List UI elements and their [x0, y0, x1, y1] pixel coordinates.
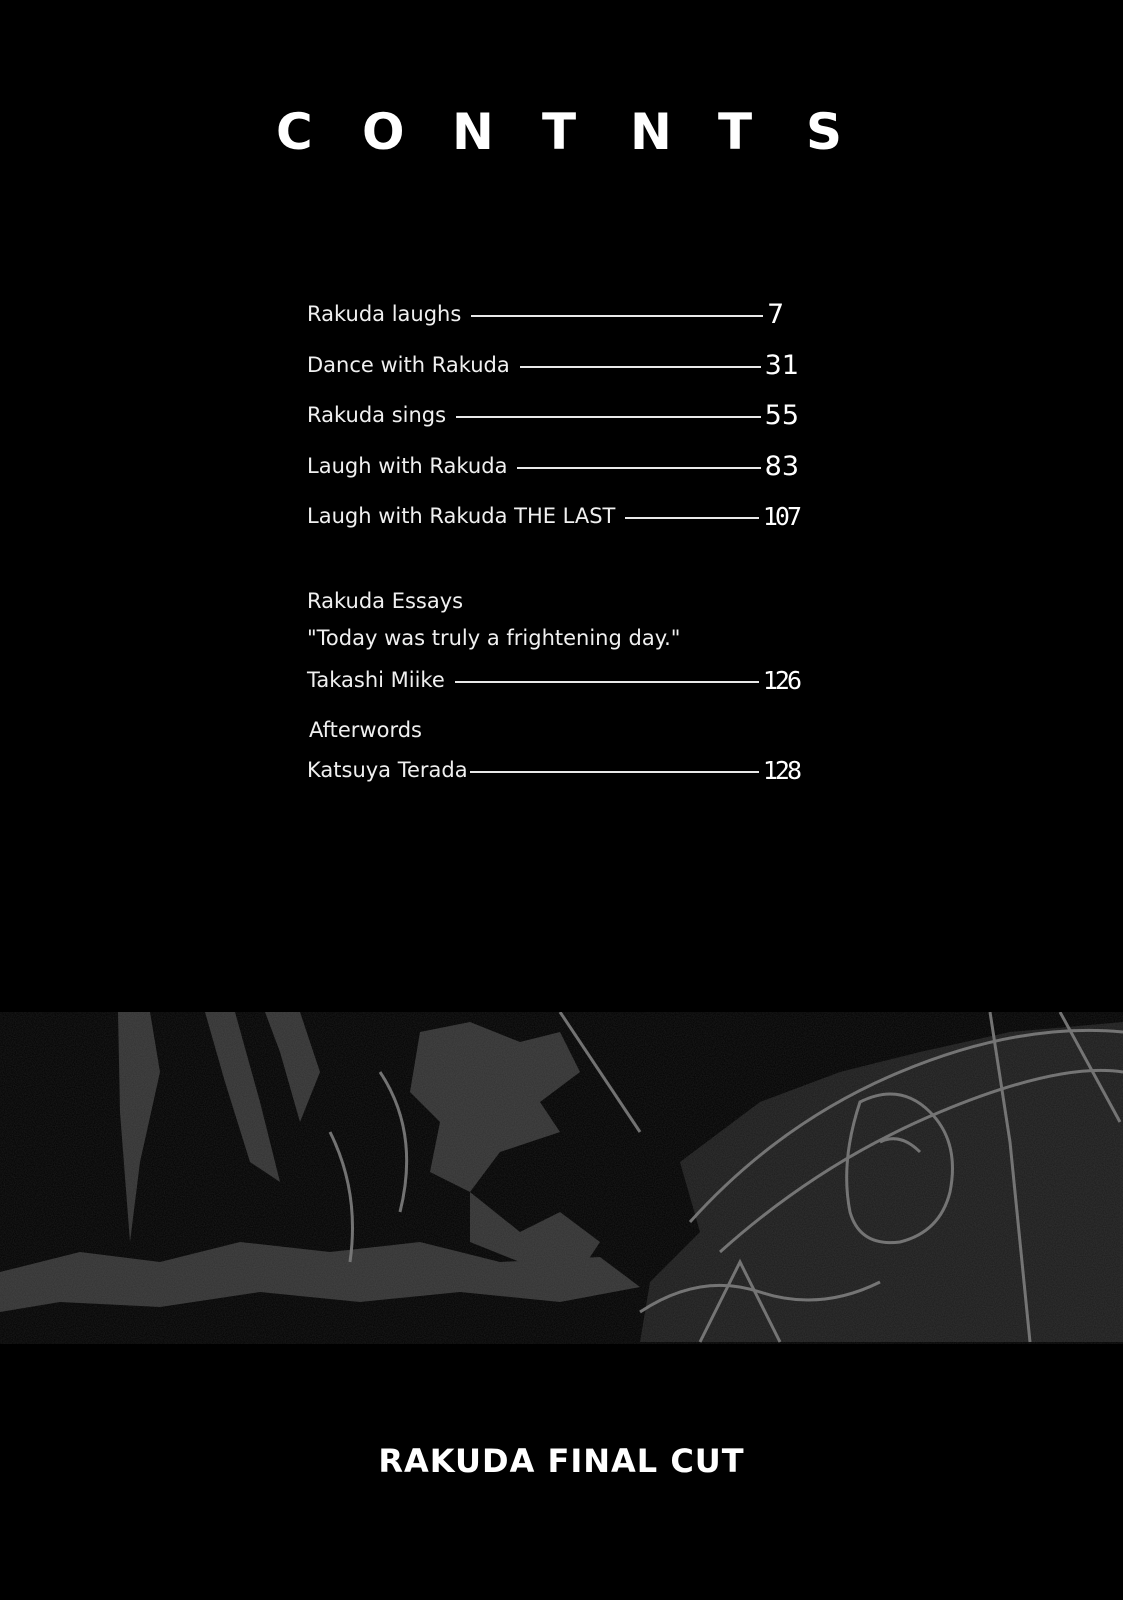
- toc-entry-afterwords[interactable]: [307, 752, 799, 788]
- toc-leader-line: [625, 517, 758, 519]
- toc-entry[interactable]: [307, 296, 799, 332]
- toc-entry-title: Rakuda laughs: [307, 302, 462, 326]
- illustration-band: [0, 1012, 1123, 1344]
- toc-entry-page: 7: [767, 298, 785, 330]
- essay-title: "Today was truly a frightening day.": [307, 626, 681, 650]
- heading-letter: N: [630, 103, 672, 161]
- illustration-grain: [0, 1012, 1123, 1344]
- toc-leader-line: [455, 681, 759, 683]
- toc-leader-line: [517, 467, 760, 469]
- toc-entry-page: 128: [762, 755, 799, 785]
- toc-entry-author: Katsuya Terada: [307, 758, 468, 782]
- toc-entry-essay[interactable]: [307, 662, 799, 698]
- toc-entry-title: Rakuda sings: [307, 403, 447, 427]
- toc-leader-line: [520, 366, 761, 368]
- toc-entry[interactable]: [307, 347, 799, 383]
- heading-letter: C: [276, 103, 313, 161]
- toc-entry-title: Dance with Rakuda: [307, 353, 510, 377]
- toc-entry-page: 83: [764, 450, 799, 482]
- toc-entry[interactable]: [307, 397, 799, 433]
- toc-entry-page: 31: [764, 349, 799, 381]
- toc-entry-page: 126: [762, 665, 799, 695]
- toc-leader-line: [456, 416, 761, 418]
- toc-entry-author: Takashi Miike: [307, 668, 445, 692]
- toc-entry[interactable]: [307, 448, 799, 484]
- afterwords-section-label: Afterwords: [309, 718, 422, 742]
- heading-letter: T: [718, 103, 753, 161]
- toc-entry-page: 55: [764, 399, 799, 431]
- heading-letter: T: [542, 103, 577, 161]
- toc-leader-line: [470, 771, 759, 773]
- toc-entry-title: Laugh with Rakuda: [307, 454, 508, 478]
- heading-letter: O: [362, 103, 405, 161]
- book-title: RAKUDA FINAL CUT: [378, 1442, 745, 1480]
- essays-section-label: Rakuda Essays: [307, 589, 464, 613]
- toc-leader-line: [471, 315, 763, 317]
- heading-letter: S: [806, 103, 843, 161]
- toc-entry[interactable]: [307, 498, 799, 534]
- heading-letter: N: [452, 103, 494, 161]
- toc-entry-page: 107: [762, 501, 799, 531]
- toc-entry-title: Laugh with Rakuda THE LAST: [307, 504, 616, 528]
